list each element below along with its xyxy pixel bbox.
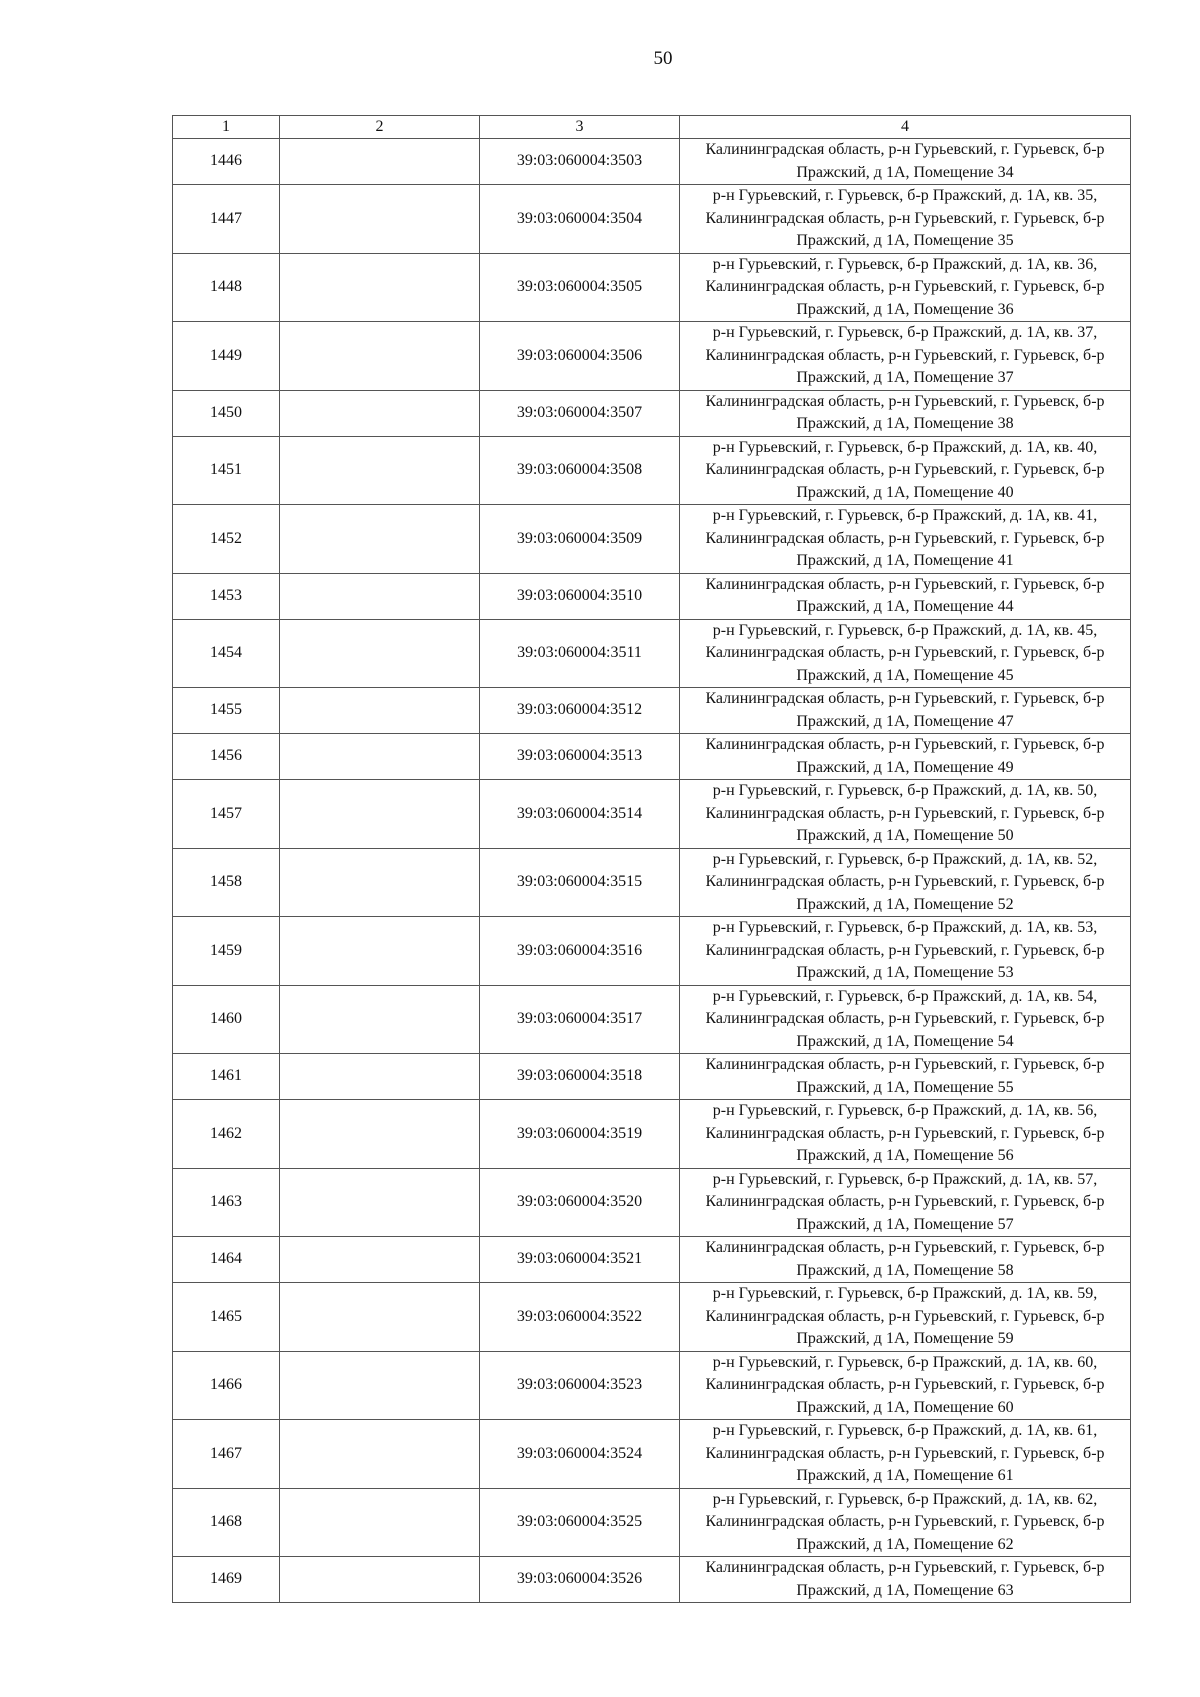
address-cell: Калининградская область, р-н Гурьевский, г. Гурьевск, б-р Пражский, д 1А, Помещение 34 bbox=[680, 139, 1131, 185]
row-col2-cell bbox=[280, 505, 480, 574]
row-col2-cell bbox=[280, 139, 480, 185]
row-number-cell: 1454 bbox=[173, 619, 280, 688]
cadastral-number-cell: 39:03:060004:3512 bbox=[480, 688, 680, 734]
row-col2-cell bbox=[280, 917, 480, 986]
address-cell: Калининградская область, р-н Гурьевский, г. Гурьевск, б-р Пражский, д 1А, Помещение 63 bbox=[680, 1557, 1131, 1603]
table-row bbox=[173, 917, 1131, 986]
row-col2-cell bbox=[280, 1283, 480, 1352]
column-header-2: 2 bbox=[280, 116, 480, 139]
row-number-cell: 1455 bbox=[173, 688, 280, 734]
row-number-cell: 1457 bbox=[173, 780, 280, 849]
table-row bbox=[173, 734, 1131, 780]
table-row bbox=[173, 619, 1131, 688]
row-col2-cell bbox=[280, 985, 480, 1054]
row-col2-cell bbox=[280, 1557, 480, 1603]
cadastral-number-cell: 39:03:060004:3524 bbox=[480, 1420, 680, 1489]
row-number-cell: 1466 bbox=[173, 1351, 280, 1420]
registry-table bbox=[172, 115, 1131, 1603]
cadastral-number-cell: 39:03:060004:3505 bbox=[480, 253, 680, 322]
row-col2-cell bbox=[280, 688, 480, 734]
row-col2-cell bbox=[280, 436, 480, 505]
address-cell: Калининградская область, р-н Гурьевский, г. Гурьевск, б-р Пражский, д 1А, Помещение 38 bbox=[680, 390, 1131, 436]
column-header-1: 1 bbox=[173, 116, 280, 139]
table-row bbox=[173, 1283, 1131, 1352]
cadastral-number-cell: 39:03:060004:3525 bbox=[480, 1488, 680, 1557]
row-col2-cell bbox=[280, 1168, 480, 1237]
address-cell: Калининградская область, р-н Гурьевский, г. Гурьевск, б-р Пражский, д 1А, Помещение 49 bbox=[680, 734, 1131, 780]
address-cell: р-н Гурьевский, г. Гурьевск, б-р Пражский, д. 1А, кв. 37, Калининградская область, р-н Гурьевский, г. Гурьевск, б-р Пражский, д 1А, Помещение 37 bbox=[680, 322, 1131, 391]
table-row bbox=[173, 436, 1131, 505]
row-number-cell: 1452 bbox=[173, 505, 280, 574]
table-row bbox=[173, 985, 1131, 1054]
row-col2-cell bbox=[280, 780, 480, 849]
table-row bbox=[173, 1420, 1131, 1489]
table-row bbox=[173, 1557, 1131, 1603]
row-col2-cell bbox=[280, 619, 480, 688]
address-cell: р-н Гурьевский, г. Гурьевск, б-р Пражский, д. 1А, кв. 54, Калининградская область, р-н Гурьевский, г. Гурьевск, б-р Пражский, д 1А, Помещение 54 bbox=[680, 985, 1131, 1054]
cadastral-number-cell: 39:03:060004:3523 bbox=[480, 1351, 680, 1420]
row-number-cell: 1458 bbox=[173, 848, 280, 917]
address-cell: р-н Гурьевский, г. Гурьевск, б-р Пражский, д. 1А, кв. 40, Калининградская область, р-н Гурьевский, г. Гурьевск, б-р Пражский, д 1А, Помещение 40 bbox=[680, 436, 1131, 505]
cadastral-number-cell: 39:03:060004:3511 bbox=[480, 619, 680, 688]
table-row bbox=[173, 1054, 1131, 1100]
cadastral-number-cell: 39:03:060004:3521 bbox=[480, 1237, 680, 1283]
table-row bbox=[173, 848, 1131, 917]
table-row bbox=[173, 688, 1131, 734]
address-cell: Калининградская область, р-н Гурьевский, г. Гурьевск, б-р Пражский, д 1А, Помещение 58 bbox=[680, 1237, 1131, 1283]
row-number-cell: 1449 bbox=[173, 322, 280, 391]
address-cell: р-н Гурьевский, г. Гурьевск, б-р Пражский, д. 1А, кв. 60, Калининградская область, р-н Гурьевский, г. Гурьевск, б-р Пражский, д 1А, Помещение 60 bbox=[680, 1351, 1131, 1420]
cadastral-number-cell: 39:03:060004:3509 bbox=[480, 505, 680, 574]
row-number-cell: 1468 bbox=[173, 1488, 280, 1557]
address-cell: р-н Гурьевский, г. Гурьевск, б-р Пражский, д. 1А, кв. 41, Калининградская область, р-н Гурьевский, г. Гурьевск, б-р Пражский, д 1А, Помещение 41 bbox=[680, 505, 1131, 574]
cadastral-number-cell: 39:03:060004:3516 bbox=[480, 917, 680, 986]
row-col2-cell bbox=[280, 1420, 480, 1489]
row-col2-cell bbox=[280, 1351, 480, 1420]
cadastral-number-cell: 39:03:060004:3507 bbox=[480, 390, 680, 436]
address-cell: р-н Гурьевский, г. Гурьевск, б-р Пражский, д. 1А, кв. 35, Калининградская область, р-н Гурьевский, г. Гурьевск, б-р Пражский, д 1А, Помещение 35 bbox=[680, 185, 1131, 254]
cadastral-number-cell: 39:03:060004:3514 bbox=[480, 780, 680, 849]
address-cell: р-н Гурьевский, г. Гурьевск, б-р Пражский, д. 1А, кв. 59, Калининградская область, р-н Гурьевский, г. Гурьевск, б-р Пражский, д 1А, Помещение 59 bbox=[680, 1283, 1131, 1352]
table-row bbox=[173, 780, 1131, 849]
cadastral-number-cell: 39:03:060004:3506 bbox=[480, 322, 680, 391]
row-number-cell: 1462 bbox=[173, 1100, 280, 1169]
address-cell: р-н Гурьевский, г. Гурьевск, б-р Пражский, д. 1А, кв. 61, Калининградская область, р-н Гурьевский, г. Гурьевск, б-р Пражский, д 1А, Помещение 61 bbox=[680, 1420, 1131, 1489]
row-col2-cell bbox=[280, 1488, 480, 1557]
address-cell: р-н Гурьевский, г. Гурьевск, б-р Пражский, д. 1А, кв. 57, Калининградская область, р-н Гурьевский, г. Гурьевск, б-р Пражский, д 1А, Помещение 57 bbox=[680, 1168, 1131, 1237]
address-cell: р-н Гурьевский, г. Гурьевск, б-р Пражский, д. 1А, кв. 50, Калининградская область, р-н Гурьевский, г. Гурьевск, б-р Пражский, д 1А, Помещение 50 bbox=[680, 780, 1131, 849]
row-number-cell: 1463 bbox=[173, 1168, 280, 1237]
row-col2-cell bbox=[280, 322, 480, 391]
address-cell: р-н Гурьевский, г. Гурьевск, б-р Пражский, д. 1А, кв. 36, Калининградская область, р-н Гурьевский, г. Гурьевск, б-р Пражский, д 1А, Помещение 36 bbox=[680, 253, 1131, 322]
address-cell: р-н Гурьевский, г. Гурьевск, б-р Пражский, д. 1А, кв. 52, Калининградская область, р-н Гурьевский, г. Гурьевск, б-р Пражский, д 1А, Помещение 52 bbox=[680, 848, 1131, 917]
table-row bbox=[173, 322, 1131, 391]
row-number-cell: 1447 bbox=[173, 185, 280, 254]
row-col2-cell bbox=[280, 1054, 480, 1100]
table-row bbox=[173, 185, 1131, 254]
table-row bbox=[173, 505, 1131, 574]
cadastral-number-cell: 39:03:060004:3513 bbox=[480, 734, 680, 780]
page-number: 50 bbox=[653, 48, 673, 69]
row-number-cell: 1467 bbox=[173, 1420, 280, 1489]
row-number-cell: 1461 bbox=[173, 1054, 280, 1100]
cadastral-number-cell: 39:03:060004:3522 bbox=[480, 1283, 680, 1352]
row-number-cell: 1469 bbox=[173, 1557, 280, 1603]
cadastral-number-cell: 39:03:060004:3508 bbox=[480, 436, 680, 505]
address-cell: р-н Гурьевский, г. Гурьевск, б-р Пражский, д. 1А, кв. 62, Калининградская область, р-н Гурьевский, г. Гурьевск, б-р Пражский, д 1А, Помещение 62 bbox=[680, 1488, 1131, 1557]
row-number-cell: 1460 bbox=[173, 985, 280, 1054]
table-row bbox=[173, 1100, 1131, 1169]
address-cell: Калининградская область, р-н Гурьевский, г. Гурьевск, б-р Пражский, д 1А, Помещение 44 bbox=[680, 573, 1131, 619]
table-row bbox=[173, 1237, 1131, 1283]
row-col2-cell bbox=[280, 1100, 480, 1169]
cadastral-number-cell: 39:03:060004:3518 bbox=[480, 1054, 680, 1100]
table-row bbox=[173, 1488, 1131, 1557]
address-cell: р-н Гурьевский, г. Гурьевск, б-р Пражский, д. 1А, кв. 53, Калининградская область, р-н Гурьевский, г. Гурьевск, б-р Пражский, д 1А, Помещение 53 bbox=[680, 917, 1131, 986]
row-number-cell: 1451 bbox=[173, 436, 280, 505]
cadastral-number-cell: 39:03:060004:3526 bbox=[480, 1557, 680, 1603]
table-row bbox=[173, 390, 1131, 436]
cadastral-number-cell: 39:03:060004:3504 bbox=[480, 185, 680, 254]
row-number-cell: 1450 bbox=[173, 390, 280, 436]
row-col2-cell bbox=[280, 253, 480, 322]
address-cell: р-н Гурьевский, г. Гурьевск, б-р Пражский, д. 1А, кв. 45, Калининградская область, р-н Гурьевский, г. Гурьевск, б-р Пражский, д 1А, Помещение 45 bbox=[680, 619, 1131, 688]
table-row bbox=[173, 253, 1131, 322]
row-number-cell: 1464 bbox=[173, 1237, 280, 1283]
row-col2-cell bbox=[280, 734, 480, 780]
address-cell: р-н Гурьевский, г. Гурьевск, б-р Пражский, д. 1А, кв. 56, Калининградская область, р-н Гурьевский, г. Гурьевск, б-р Пражский, д 1А, Помещение 56 bbox=[680, 1100, 1131, 1169]
cadastral-number-cell: 39:03:060004:3515 bbox=[480, 848, 680, 917]
column-number-row bbox=[173, 116, 1131, 139]
row-col2-cell bbox=[280, 390, 480, 436]
table-row bbox=[173, 1351, 1131, 1420]
row-col2-cell bbox=[280, 1237, 480, 1283]
table-row bbox=[173, 573, 1131, 619]
row-number-cell: 1459 bbox=[173, 917, 280, 986]
column-header-4: 4 bbox=[680, 116, 1131, 139]
cadastral-number-cell: 39:03:060004:3510 bbox=[480, 573, 680, 619]
row-col2-cell bbox=[280, 848, 480, 917]
table-row bbox=[173, 139, 1131, 185]
address-cell: Калининградская область, р-н Гурьевский, г. Гурьевск, б-р Пражский, д 1А, Помещение 47 bbox=[680, 688, 1131, 734]
cadastral-number-cell: 39:03:060004:3517 bbox=[480, 985, 680, 1054]
cadastral-number-cell: 39:03:060004:3503 bbox=[480, 139, 680, 185]
row-number-cell: 1448 bbox=[173, 253, 280, 322]
column-header-3: 3 bbox=[480, 116, 680, 139]
row-number-cell: 1465 bbox=[173, 1283, 280, 1352]
cadastral-number-cell: 39:03:060004:3520 bbox=[480, 1168, 680, 1237]
address-cell: Калининградская область, р-н Гурьевский, г. Гурьевск, б-р Пражский, д 1А, Помещение 55 bbox=[680, 1054, 1131, 1100]
table-row bbox=[173, 1168, 1131, 1237]
row-col2-cell bbox=[280, 185, 480, 254]
cadastral-number-cell: 39:03:060004:3519 bbox=[480, 1100, 680, 1169]
row-col2-cell bbox=[280, 573, 480, 619]
row-number-cell: 1456 bbox=[173, 734, 280, 780]
row-number-cell: 1453 bbox=[173, 573, 280, 619]
row-number-cell: 1446 bbox=[173, 139, 280, 185]
